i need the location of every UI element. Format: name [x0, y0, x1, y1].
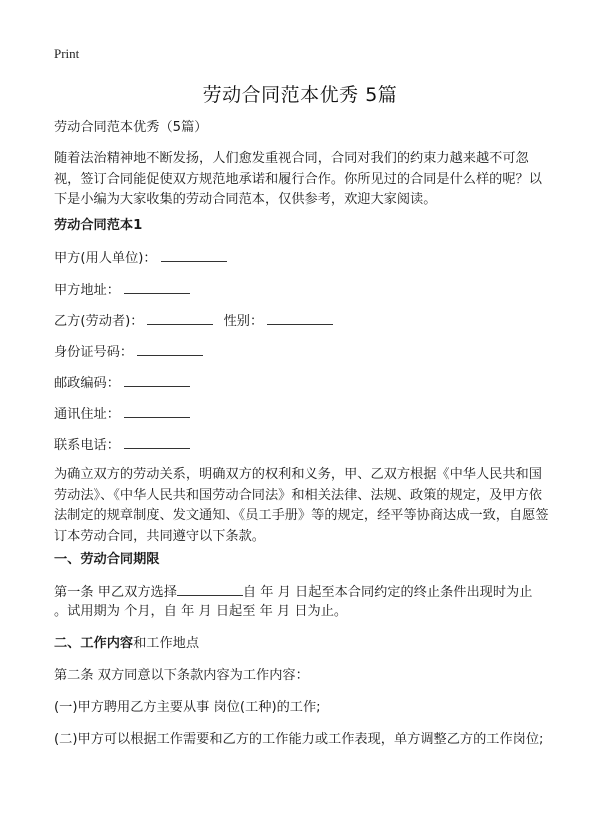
address-blank — [124, 404, 190, 418]
postal-code-field — [54, 373, 190, 394]
postal-code-blank — [124, 373, 190, 387]
document-title: 劳动合同范本优秀 5篇 — [202, 84, 398, 106]
chapter2-heading — [54, 634, 199, 654]
employee-field — [54, 311, 333, 332]
employer-label: 甲方(用人单位)： — [54, 251, 157, 266]
address-label: 通讯住址： — [54, 407, 120, 422]
id-number-label: 身份证号码： — [54, 345, 134, 360]
phone-field — [54, 435, 190, 456]
employer-field — [54, 248, 227, 269]
employer-address-blank — [124, 280, 190, 294]
address-field — [54, 404, 190, 425]
chapter1-heading: 一、劳动合同期限 — [54, 552, 160, 567]
employer-blank — [161, 248, 227, 262]
chapter2-heading-regular: 和工作地点 — [133, 636, 200, 651]
preamble-paragraph: 为确立双方的劳动关系，明确双方的权利和义务，甲、乙双方根据《中华人民共和国劳动法》、《中华人民共和国劳动合同法》和相关法律、法规、政策的规定，及甲方依法制定的规章制度、发文通知、《员工手册》等的规定，经平等协商达成一致，自愿签订本劳动合同，共同遵守以下条款。 — [54, 467, 549, 544]
employee-blank — [147, 311, 213, 325]
article1-line1 — [54, 582, 532, 603]
article2-item2: (二)甲方可以根据工作需要和乙方的工作能力或工作表现，单方调整乙方的工作岗位; — [54, 732, 544, 747]
article2-item1: (一)甲方聘用乙方主要从事 岗位(工种)的工作; — [54, 700, 321, 715]
phone-label: 联系电话： — [54, 438, 120, 453]
section-heading: 劳动合同范本1 — [54, 218, 143, 233]
document-subtitle: 劳动合同范本优秀（5篇） — [54, 120, 208, 135]
employer-address-field — [54, 280, 190, 301]
article1-prefix: 第一条 甲乙双方选择 — [54, 585, 177, 600]
gender-blank — [267, 311, 333, 325]
employer-address-label: 甲方地址： — [54, 283, 120, 298]
article1-line2: 。试用期为 个月，自 年 月 日起至 年 月 日为止。 — [54, 604, 348, 619]
postal-code-label: 邮政编码： — [54, 376, 120, 391]
article2: 第二条 双方同意以下条款内容为工作内容： — [54, 668, 309, 683]
contract-type-blank — [177, 582, 243, 596]
gender-label: 性别： — [223, 314, 264, 329]
chapter2-heading-bold: 二、工作内容 — [54, 636, 134, 651]
employee-label: 乙方(劳动者)： — [54, 314, 144, 329]
id-number-field — [54, 342, 203, 363]
print-link[interactable]: Print — [54, 46, 80, 61]
id-number-blank — [137, 342, 203, 356]
phone-blank — [124, 435, 190, 449]
intro-paragraph: 随着法治精神地不断发扬，人们愈发重视合同，合同对我们的约束力越来越不可忽视，签订合同能促使双方规范地承诺和履行合作。你所见过的合同是什么样的呢？以下是小编为大家收集的劳动合同范本，仅供参考，欢迎大家阅读。 — [54, 151, 542, 207]
article1-suffix: 自 年 月 日起至本合同约定的终止条件出现时为止 — [242, 585, 533, 600]
